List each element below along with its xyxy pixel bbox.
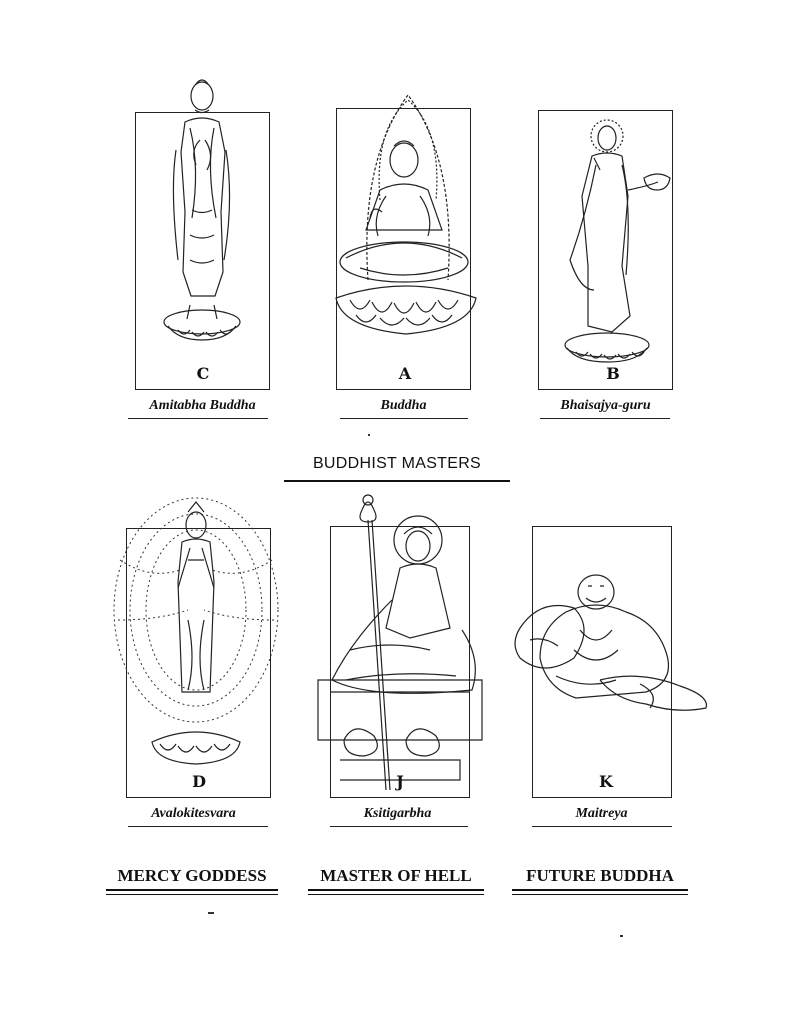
category-label-future-buddha: FUTURE BUDDHA	[526, 866, 674, 885]
panel-letter: K	[599, 772, 613, 791]
panel-letter: A	[398, 364, 412, 383]
panel-letter: J	[396, 772, 404, 791]
scan-speck	[620, 935, 623, 937]
figure-name-buddha: Buddha	[380, 398, 427, 413]
figure-name-avalokitesvara: Avalokitesvara	[151, 806, 236, 821]
name-underline	[532, 826, 672, 827]
figure-name-maitreya: Maitreya	[575, 806, 628, 821]
scan-speck	[208, 912, 214, 914]
figure-name-amitabha: Amitabha Buddha	[149, 398, 256, 413]
panel-letter: C	[196, 364, 210, 383]
category-underline	[512, 889, 688, 895]
category-label-mercy-goddess: MERCY GODDESS	[117, 866, 267, 885]
scan-speck	[368, 434, 370, 436]
category-label-master-of-hell: MASTER OF HELL	[320, 866, 472, 885]
figure-name-bhaisajya: Bhaisajya-guru	[560, 398, 651, 413]
panel-letter: D	[192, 772, 206, 791]
figure-name-ksitigarbha: Ksitigarbha	[363, 806, 432, 821]
section-title: BUDDHIST MASTERS	[312, 455, 482, 472]
panel-letter: B	[606, 364, 620, 383]
